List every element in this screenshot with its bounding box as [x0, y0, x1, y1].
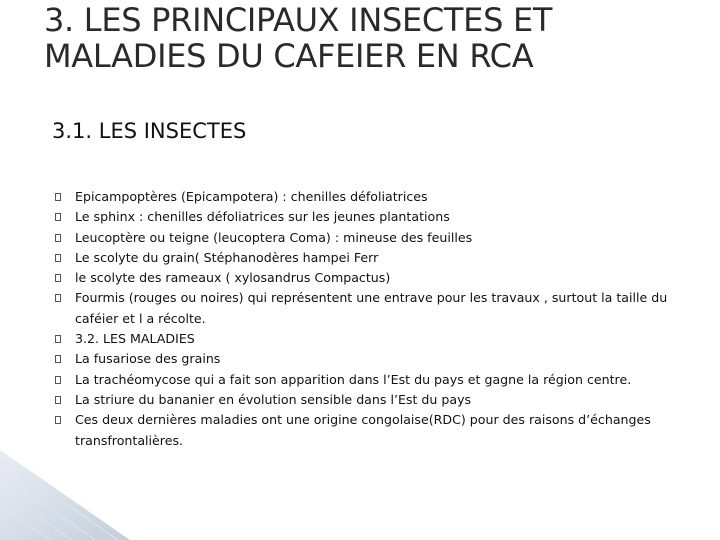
square-bullet-icon [55, 274, 61, 282]
bullet-item [55, 370, 675, 390]
bullet-item [55, 390, 675, 410]
square-bullet-icon [55, 416, 61, 424]
square-bullet-icon [55, 376, 61, 384]
bullet-item [55, 187, 675, 207]
slide-title-line-2: MALADIES DU CAFEIER EN RCA [44, 37, 534, 75]
bullet-item [55, 410, 675, 451]
section-heading: 3.1. LES INSECTES [52, 119, 247, 143]
square-bullet-icon [55, 213, 61, 221]
bullet-text: Ces deux dernières maladies ont une origine congolaise(RDC) pour des raisons d’échanges transfrontalières. [75, 412, 651, 448]
square-bullet-icon [55, 193, 61, 201]
slide-title [44, 2, 704, 74]
bullet-text: Epicampoptères (Epicampotera) : chenilles défoliatrices [75, 189, 428, 204]
square-bullet-icon [55, 254, 61, 262]
square-bullet-icon [55, 294, 61, 302]
bullet-item [55, 288, 675, 329]
bullet-item [55, 349, 675, 369]
bullet-text: Fourmis (rouges ou noires) qui représentent une entrave pour les travaux , surtout la taille du caféier et l a récolte. [75, 290, 668, 326]
bullet-text: le scolyte des rameaux ( xylosandrus Compactus) [75, 270, 391, 286]
slide-title-line-1: 3. LES PRINCIPAUX INSECTES ET [44, 1, 553, 39]
bullet-text: La trachéomycose qui a fait son apparition dans l’Est du pays et gagne la région centre. [75, 371, 632, 387]
bullet-text: Le scolyte du grain( Stéphanodères hampei Ferr [75, 249, 379, 265]
bullet-item [55, 207, 675, 227]
bullet-text: 3.2. LES MALADIES [75, 331, 195, 347]
bullet-item [55, 248, 675, 268]
bullet-item [55, 329, 675, 349]
square-bullet-icon [55, 234, 61, 242]
bullet-list [55, 187, 675, 451]
bullet-item [55, 268, 675, 288]
square-bullet-icon [55, 396, 61, 404]
bullet-text: Leucoptère ou teigne (leucoptera Coma) : mineuse des feuilles [75, 229, 473, 245]
square-bullet-icon [55, 335, 61, 343]
decorative-corner-shape [0, 450, 720, 540]
bullet-text: La fusariose des grains [75, 351, 221, 367]
bullet-item [55, 228, 675, 248]
square-bullet-icon [55, 355, 61, 363]
bullet-text: Le sphinx : chenilles défoliatrices sur les jeunes plantations [75, 209, 450, 225]
bullet-text: La striure du bananier en évolution sensible dans l’Est du pays [75, 391, 472, 407]
